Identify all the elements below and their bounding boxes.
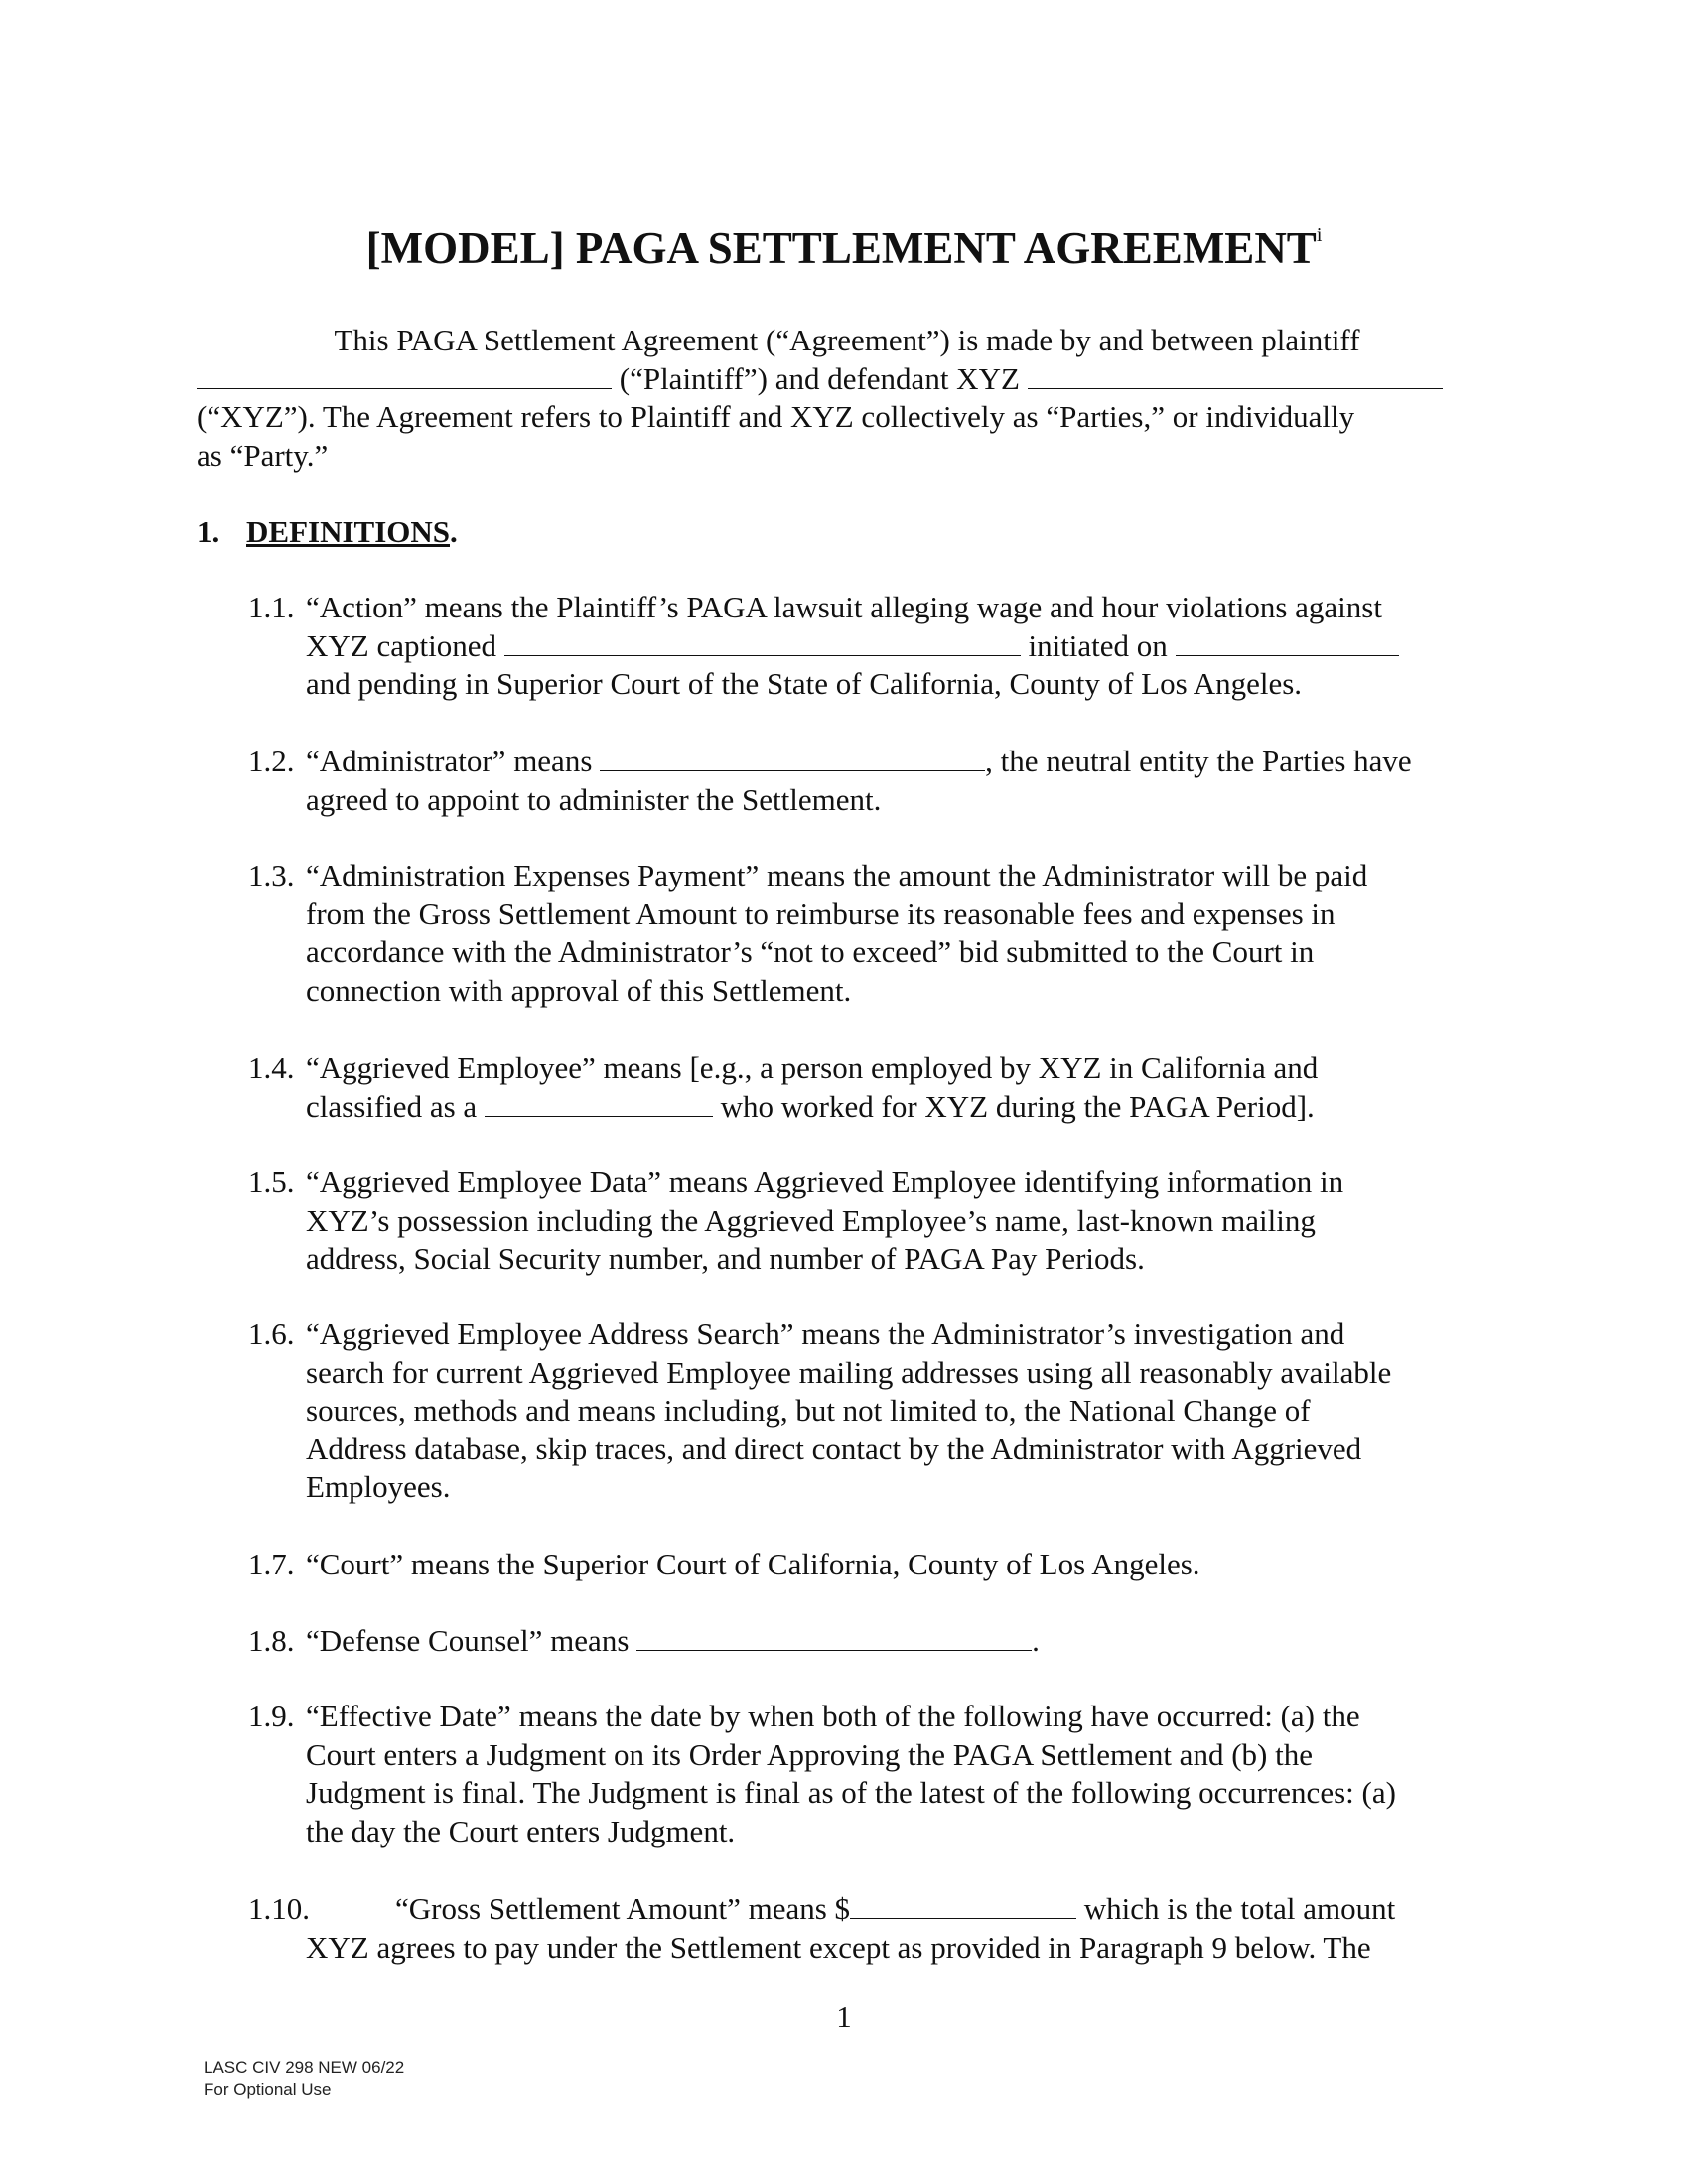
- definition-line: classified as a: [306, 1088, 478, 1124]
- definition-1-9: [248, 1698, 1499, 1850]
- form-usage-note: For Optional Use: [204, 2080, 332, 2099]
- defense-counsel-blank: [636, 1623, 1032, 1651]
- definition-line: Court enters a Judgment on its Order Approving the PAGA Settlement and (b) the: [306, 1736, 1313, 1772]
- definition-line: from the Gross Settlement Amount to reimburse its reasonable fees and expenses in: [306, 895, 1336, 931]
- form-footer: [204, 2057, 404, 2101]
- definition-1-7: [248, 1546, 1499, 1584]
- case-caption-blank: [504, 628, 1021, 656]
- definition-line: “Aggrieved Employee Address Search” means the Administrator’s investigation and: [306, 1316, 1345, 1351]
- endnote-marker[interactable]: i: [1316, 224, 1323, 246]
- section-title: DEFINITIONS: [246, 514, 450, 549]
- defendant-name-blank: [1028, 361, 1443, 389]
- intro-line: (“XYZ”). The Agreement refers to Plaintiff and XYZ collectively as “Parties,” or individually: [197, 399, 1355, 434]
- section-number: 1.: [197, 514, 220, 549]
- definition-line: the day the Court enters Judgment.: [306, 1813, 736, 1848]
- classification-blank: [485, 1089, 713, 1117]
- plaintiff-name-blank: [197, 361, 612, 389]
- definition-number: 1.6.: [248, 1316, 295, 1351]
- filing-date-blank: [1176, 628, 1399, 656]
- definition-number: 1.4.: [248, 1050, 295, 1085]
- definition-number: 1.3.: [248, 858, 295, 892]
- definition-line: accordance with the Administrator’s “not to exceed” bid submitted to the Court in: [306, 934, 1315, 969]
- definition-line: and pending in Superior Court of the State of California, County of Los Angeles.: [306, 666, 1303, 701]
- form-code: LASC CIV 298 NEW 06/22: [204, 2058, 405, 2077]
- definition-line: XYZ’s possession including the Aggrieved Employee’s name, last-known mailing: [306, 1202, 1316, 1238]
- definition-1-5: [248, 1163, 1499, 1279]
- definition-line: connection with approval of this Settlement.: [306, 972, 852, 1008]
- definition-number: 1.8.: [248, 1623, 295, 1658]
- definition-number: 1.9.: [248, 1699, 295, 1733]
- definition-line: Employees.: [306, 1469, 451, 1504]
- definition-line: “Court” means the Superior Court of California, County of Los Angeles.: [306, 1547, 1200, 1581]
- definition-1-2: [248, 743, 1499, 819]
- definition-line: “Gross Settlement Amount” means $: [395, 1891, 851, 1926]
- definition-line: search for current Aggrieved Employee mailing addresses using all reasonably available: [306, 1354, 1392, 1390]
- definition-1-3: [248, 857, 1499, 1010]
- gross-amount-blank: [850, 1891, 1076, 1919]
- definition-line: , the neutral entity the Parties have: [985, 744, 1412, 778]
- definition-1-8: [248, 1622, 1499, 1661]
- intro-line: (“Plaintiff”) and defendant XYZ: [619, 360, 1020, 396]
- definition-line: XYZ captioned: [306, 627, 496, 663]
- intro-paragraph: [197, 322, 1497, 475]
- definition-1-4: [248, 1049, 1499, 1126]
- administrator-name-blank: [600, 744, 985, 771]
- definition-line: agreed to appoint to administer the Settlement.: [306, 781, 882, 817]
- definition-line: “Administrator” means: [306, 744, 593, 778]
- definition-line: who worked for XYZ during the PAGA Period].: [720, 1088, 1315, 1124]
- definition-number: 1.2.: [248, 744, 295, 778]
- page-number: 1: [836, 1999, 852, 2034]
- definition-line: “Administration Expenses Payment” means the amount the Administrator will be paid: [306, 858, 1368, 892]
- definition-1-10: [248, 1890, 1499, 1967]
- definition-line: “Aggrieved Employee” means [e.g., a person employed by XYZ in California and: [306, 1050, 1319, 1085]
- definition-number: 1.1.: [248, 590, 295, 624]
- definition-number: 1.5.: [248, 1164, 295, 1199]
- definition-line: “Aggrieved Employee Data” means Aggrieved Employee identifying information in: [306, 1164, 1344, 1199]
- definition-line: “Action” means the Plaintiff’s PAGA lawsuit alleging wage and hour violations against: [306, 590, 1382, 624]
- definition-line: “Effective Date” means the date by when both of the following have occurred: (a) the: [306, 1699, 1360, 1733]
- definition-line: Address database, skip traces, and direct contact by the Administrator with Aggrieved: [306, 1431, 1362, 1466]
- document-title: [0, 220, 1688, 276]
- definition-line: .: [1032, 1623, 1040, 1658]
- title-text: [MODEL] PAGA SETTLEMENT AGREEMENT: [365, 223, 1317, 273]
- intro-line: This PAGA Settlement Agreement (“Agreement”) is made by and between plaintiff: [334, 323, 1360, 357]
- definition-1-6: [248, 1315, 1499, 1507]
- definition-line: Judgment is final. The Judgment is final as of the latest of the following occurrences: (a): [306, 1775, 1396, 1810]
- section-heading: [197, 513, 458, 552]
- definition-line: initiated on: [1028, 627, 1168, 663]
- definition-line: sources, methods and means including, but not limited to, the National Change of: [306, 1393, 1311, 1428]
- definition-line: address, Social Security number, and number of PAGA Pay Periods.: [306, 1241, 1145, 1276]
- definition-1-1: [248, 589, 1499, 704]
- intro-line: as “Party.”: [197, 437, 329, 473]
- definition-number: 1.10.: [248, 1891, 310, 1926]
- definition-line: “Defense Counsel” means: [306, 1623, 630, 1658]
- definition-line: XYZ agrees to pay under the Settlement except as provided in Paragraph 9 below. The: [306, 1929, 1371, 1965]
- definition-line: which is the total amount: [1083, 1891, 1396, 1926]
- section-period: .: [450, 514, 458, 549]
- definition-number: 1.7.: [248, 1547, 295, 1581]
